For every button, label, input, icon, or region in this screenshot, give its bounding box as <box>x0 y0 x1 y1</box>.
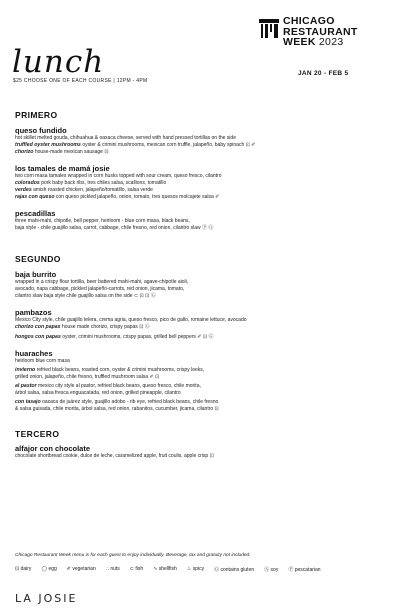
item-option: truffled oyster mushrooms oyster & crimini mushrooms, mexican corn truffle, jalapeño, baby spinach ⊡ ✐ <box>15 142 256 148</box>
section-title-segundo: SEGUNDO <box>15 254 61 264</box>
event-dates: JAN 20 - FEB 5 <box>298 70 349 77</box>
allergen-icons: ⊡ ✐ <box>245 142 256 148</box>
legend-nuts: ∴ nuts <box>105 566 120 572</box>
item-description: Mexico City style, chile guajillo telera, crema agria, queso fresco, pico de gallo, romaine lettuce, avocado <box>15 317 247 323</box>
allergen-icons: ⊡ <box>214 406 219 412</box>
event-title-line-1: CHICAGO <box>283 15 335 27</box>
item-option: hongos con papas oyster, crimini mushrooms, crispy papas, grilled bell peppers ✐ ⊡ Ⓖ <box>15 334 214 340</box>
item-description: chocolate shortbread cookie, dulce de leche, caramelized apple, fruit coulis, apple crisp ⊡ <box>15 453 214 459</box>
pescatarian-icon: Ⓟ <box>288 567 294 573</box>
item-description: árbol salsa, salsa fresca enguacatada, red onion, grilled pineapple, cilantro <box>15 390 181 396</box>
legend-spicy: ♨ spicy <box>186 566 205 572</box>
item-description: two corn masa tamales wrapped in corn husks topped with sour cream, queso fresco, cilantro <box>15 173 222 179</box>
item-description: three mahi-mahi, chipotle, bell pepper, heirloom - blue corn masa, black beans, <box>15 218 190 224</box>
shellfish-icon: ∿ <box>153 566 158 572</box>
disclaimer-note: Chicago Restaurant Week menu is for each guest to enjoy individually. Beverage, tax and gratuity not included. <box>15 553 251 558</box>
allergen-icons: ✐ <box>215 194 220 200</box>
item-description: grilled onion, jalapeño, chile fresno, truffled mushroom salsa ✐ ⊡ <box>15 374 160 380</box>
menu <box>15 110 395 460</box>
allergen-icons: Ⓟ Ⓖ <box>202 225 214 231</box>
item-description: heirloom blue corn masa <box>15 358 70 364</box>
vegetarian-icon: ✐ <box>66 566 71 572</box>
spicy-icon: ♨ <box>186 566 192 572</box>
fish-icon: ⊂ <box>129 566 134 572</box>
utensils-icon <box>258 18 280 40</box>
soy-icon: Ⓢ <box>264 567 270 573</box>
gluten-icon: Ⓖ <box>214 567 220 573</box>
price-subtitle: $25 CHOOSE ONE OF EACH COURSE | 12PM - 4PM <box>13 78 148 84</box>
lunch-logo: lunch <box>12 44 105 80</box>
item-name: queso fundido <box>15 126 67 135</box>
item-description: & salsa guisada, chile morita, árbol salsa, red onion, rabanitos, cucumber, jicama, cilantro ⊡ <box>15 406 219 412</box>
allergen-icons: ⊡ <box>209 453 214 459</box>
dairy-icon: ⊡ <box>15 566 20 572</box>
legend-pescatarian: Ⓟ pescatarian <box>288 567 321 573</box>
allergen-icons: ✐ ⊡ <box>149 374 160 380</box>
nuts-icon: ∴ <box>105 566 109 572</box>
item-option: chorizo house-made mexican sausage ⊡ <box>15 149 109 155</box>
item-description: avocado, napa cabbage, pickled jalapeño-carrots, red onion, jicama, tomato, <box>15 286 185 292</box>
item-name: pescadillas <box>15 209 56 218</box>
item-description: cilantro slaw baja style chile guajillo salsa on the side ⊂ ⊡ ⊡ Ⓖ <box>15 293 156 299</box>
legend-egg: ◯ egg <box>41 566 57 572</box>
item-option: chorizo con papas house made chorizo, crispy papas ⊡ Ⓖ <box>15 324 150 330</box>
item-option: rajas con queso con queso pickled jalapeño, onion, tomato, tres quesos molcajete salsa ✐ <box>15 194 220 200</box>
item-option: invierno refried black beans, roasted corn, oyster & crimini mushrooms, crispy leeks, <box>15 367 205 373</box>
item-description: hot skillet melted gouda, chihuahua & oaxaca cheese, served with hand pressed tortillas on the side <box>15 135 236 141</box>
legend-shellfish: ∿ shellfish <box>153 566 177 572</box>
item-name: baja burrito <box>15 270 57 279</box>
allergen-icons: ⊡ <box>104 149 109 155</box>
item-option: al pastor mexico city style al pastor, refried black beans, queso fresco, chile morita, <box>15 383 201 389</box>
allergen-icons: ⊂ ⊡ ⊡ Ⓖ <box>133 293 156 299</box>
item-name: los tamales de mamá josie <box>15 164 110 173</box>
la-josie-logo: LA JOSIE <box>15 592 78 605</box>
item-name: alfajor con chocolate <box>15 444 91 453</box>
egg-icon: ◯ <box>41 566 48 572</box>
item-option: verdes amish roasted chicken, jalapeño/tomatillo, salsa verde <box>15 187 153 193</box>
item-option: colorados pork baby back ribs, tres chiles salsa, scallions, tomatillo <box>15 180 167 186</box>
item-name: pambazos <box>15 308 52 317</box>
item-name: huaraches <box>15 349 53 358</box>
allergen-legend <box>15 566 321 573</box>
event-title-line-3: WEEK 2023 <box>283 36 344 48</box>
item-description: wrapped in a crispy flour tortilla, beer battered mahi-mahi, agave-chipotle aioli, <box>15 279 189 285</box>
allergen-icons: ⊡ Ⓖ <box>139 324 150 330</box>
item-description: baja style - chile guajillo salsa, carrot, cabbage, chile fresno, red onion, cilantro slaw Ⓟ Ⓖ <box>15 225 214 231</box>
legend-vegetarian: ✐ vegetarian <box>66 566 96 572</box>
legend-dairy: ⊡ dairy <box>15 566 32 572</box>
legend-gluten: Ⓖ contains gluten <box>214 567 255 573</box>
section-title-primero: PRIMERO <box>15 110 58 120</box>
item-option: con tasajo oaxaca de juárez style, guajillo adobo - rib eye, refried black beans, chile fresno <box>15 399 219 405</box>
event-title-line-2: RESTAURANT <box>283 25 358 38</box>
legend-soy: Ⓢ soy <box>264 567 279 573</box>
section-title-tercero: TERCERO <box>15 429 60 439</box>
legend-fish: ⊂ fish <box>129 566 144 572</box>
allergen-icons: ✐ ⊡ Ⓖ <box>197 334 214 340</box>
